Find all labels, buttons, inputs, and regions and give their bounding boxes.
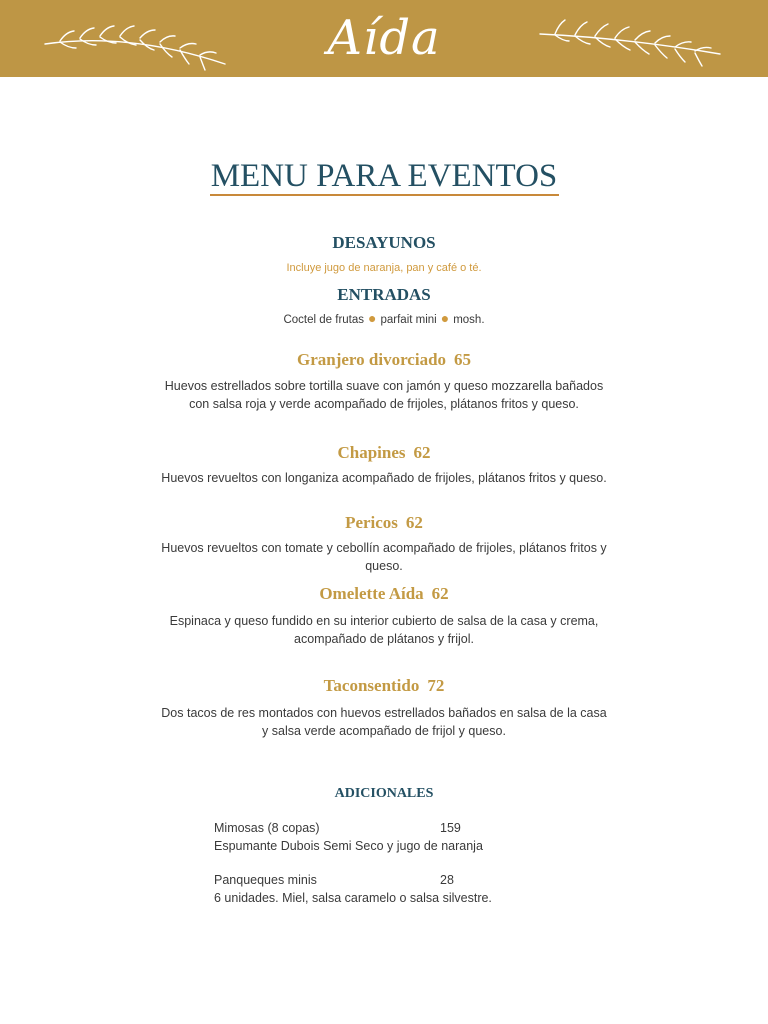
dish-name: Taconsentido [323,676,420,695]
bullet-dot-icon: ● [368,310,377,326]
dish-name: Chapines [337,443,406,462]
extra-description: 6 unidades. Miel, salsa caramelo o salsa silvestre. [214,890,492,905]
dish-description: Huevos revueltos con tomate y cebollín acompañado de frijoles, plátanos fritos y queso. [161,541,607,573]
page-title: MENU PARA EVENTOS [210,158,558,194]
extra-name: Mimosas (8 copas) [214,821,320,835]
header-banner [0,0,768,77]
title-underline [210,194,559,196]
extra-price: 28 [440,873,454,887]
dish-name: Granjero divorciado [296,350,447,369]
dish-price: 62 [431,584,449,603]
dish-description: Huevos estrellados sobre tortilla suave con jamón y queso mozzarella bañados con salsa roja y verde acompañado de frijoles, plátanos fritos y queso. [164,379,604,411]
section-heading-adicionales: ADICIONALES [334,786,434,801]
section-heading-desayunos: DESAYUNOS [332,233,436,252]
dish-name: Omelette Aída [319,584,424,603]
bullet-dot-icon: ● [440,310,450,326]
dish-title [0,443,768,463]
entradas-list [0,310,768,326]
brand-logo: Aída [327,10,441,66]
dish-price: 65 [454,350,472,369]
extra-description: Espumante Dubois Semi Seco y jugo de naranja [214,838,483,853]
entrada-item: mosh. [453,314,485,326]
dish-title [0,676,768,696]
dish-title [0,350,768,370]
desayunos-note: Incluye jugo de naranja, pan y café o té. [286,262,482,274]
dish-price: 62 [405,513,423,532]
dish-name: Pericos [345,513,398,532]
extra-price: 159 [440,821,461,835]
extra-item [214,820,554,855]
extra-item [214,872,554,907]
extra-name: Panqueques minis [214,873,317,887]
section-heading-entradas: ENTRADAS [337,285,431,304]
entrada-item: parfait mini [380,314,437,326]
dish-description: Espinaca y queso fundido en su interior cubierto de salsa de la casa y crema, acompañado de plátanos y frijol. [169,614,599,646]
entrada-item: Coctel de frutas [283,314,365,326]
dish-title [0,584,768,604]
dish-title [0,513,768,533]
dish-description: Huevos revueltos con longaniza acompañado de frijoles, plátanos fritos y queso. [161,471,607,485]
dish-price: 72 [427,676,445,695]
dish-description: Dos tacos de res montados con huevos estrellados bañados en salsa de la casa y salsa verde acompañado de frijol y queso. [161,706,607,738]
dish-price: 62 [413,443,431,462]
